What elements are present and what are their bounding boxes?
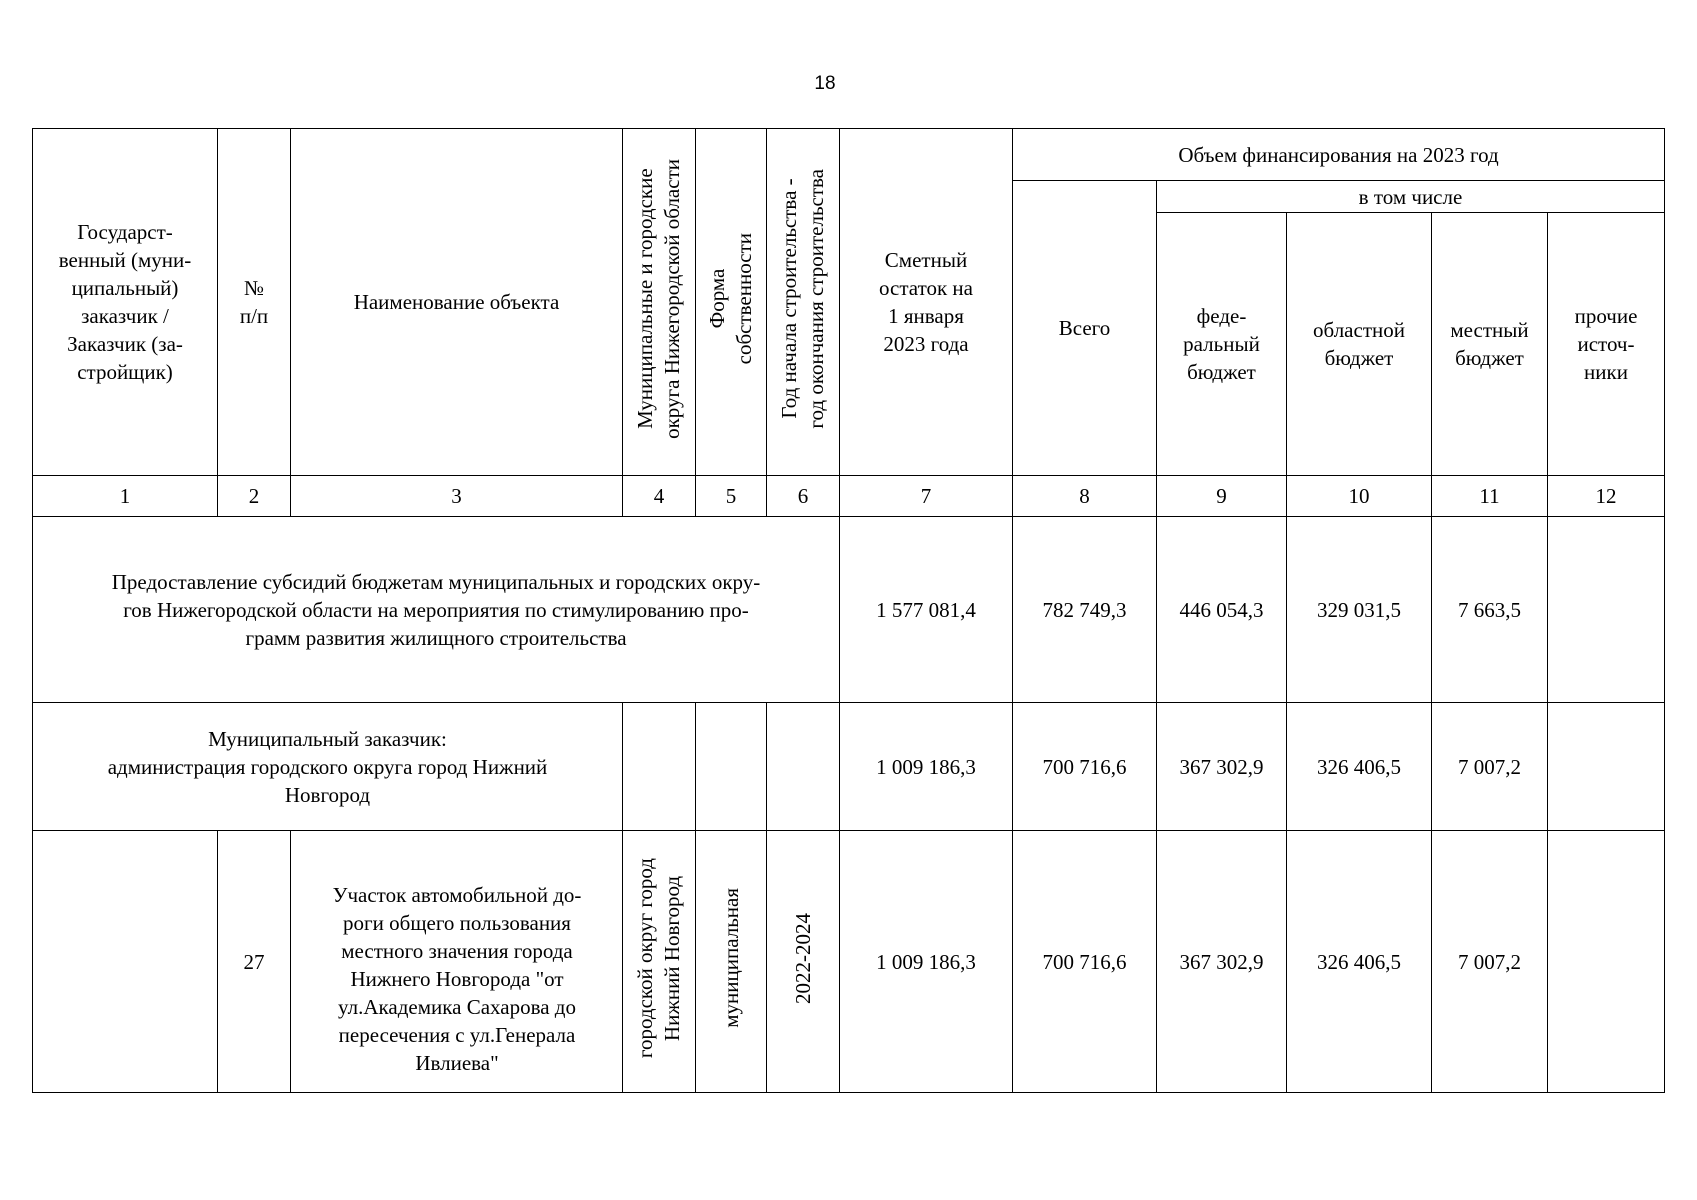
column-number-row bbox=[33, 476, 1665, 517]
object-row bbox=[33, 831, 1665, 1093]
header-years: Год начала строительства - год окончания строительства bbox=[777, 168, 828, 429]
summary-description: Предоставление субсидий бюджетам муниципальных и городских окру- гов Нижегородской области на мероприятия по стимулированию про- грамм развития жилищного строительства bbox=[33, 517, 840, 703]
summary-local: 7 663,5 bbox=[1432, 517, 1548, 703]
object-district: городской округ город Нижний Новгород bbox=[633, 857, 684, 1059]
object-district-cell bbox=[623, 831, 696, 1093]
summary-regional: 329 031,5 bbox=[1287, 517, 1432, 703]
summary-total: 782 749,3 bbox=[1013, 517, 1157, 703]
header-number: № п/п bbox=[218, 129, 291, 476]
object-ownership: муниципальная bbox=[718, 888, 743, 1028]
column-number: 12 bbox=[1548, 476, 1665, 517]
object-years-cell bbox=[767, 831, 840, 1093]
object-regional: 326 406,5 bbox=[1287, 831, 1432, 1093]
customer-district bbox=[623, 703, 696, 831]
object-name: Участок автомобильной до- роги общего пользования местного значения города Нижнего Новгорода "от ул.Академика Сахарова до пересечения с ул.Генерала Ивлиева" bbox=[291, 831, 623, 1093]
customer-regional: 326 406,5 bbox=[1287, 703, 1432, 831]
header-federal: феде- ральный бюджет bbox=[1157, 213, 1287, 476]
header-total: Всего bbox=[1013, 181, 1157, 476]
object-other bbox=[1548, 831, 1665, 1093]
header-customer: Государст- венный (муни- ципальный) заказчик / Заказчик (за- стройщик) bbox=[33, 129, 218, 476]
object-federal: 367 302,9 bbox=[1157, 831, 1287, 1093]
header-other: прочие источ- ники bbox=[1548, 213, 1665, 476]
column-number: 4 bbox=[623, 476, 696, 517]
customer-federal: 367 302,9 bbox=[1157, 703, 1287, 831]
column-number: 2 bbox=[218, 476, 291, 517]
customer-local: 7 007,2 bbox=[1432, 703, 1548, 831]
customer-description: Муниципальный заказчик: администрация городского округа город Нижний Новгород bbox=[33, 703, 623, 831]
header-funding-group: Объем финансирования на 2023 год bbox=[1013, 129, 1665, 181]
object-ownership-cell bbox=[696, 831, 767, 1093]
header-including: в том числе bbox=[1157, 181, 1665, 213]
object-years: 2022-2024 bbox=[790, 912, 815, 1004]
customer-estimated-balance: 1 009 186,3 bbox=[840, 703, 1013, 831]
column-number: 10 bbox=[1287, 476, 1432, 517]
summary-federal: 446 054,3 bbox=[1157, 517, 1287, 703]
customer-row bbox=[33, 703, 1665, 831]
column-number: 3 bbox=[291, 476, 623, 517]
header-regional: областной бюджет bbox=[1287, 213, 1432, 476]
object-local: 7 007,2 bbox=[1432, 831, 1548, 1093]
column-number: 9 bbox=[1157, 476, 1287, 517]
column-number: 5 bbox=[696, 476, 767, 517]
column-number: 6 bbox=[767, 476, 840, 517]
header-estimated-balance: Сметный остаток на 1 января 2023 года bbox=[840, 129, 1013, 476]
object-estimated-balance: 1 009 186,3 bbox=[840, 831, 1013, 1093]
object-total: 700 716,6 bbox=[1013, 831, 1157, 1093]
summary-row bbox=[33, 517, 1665, 703]
header-local: местный бюджет bbox=[1432, 213, 1548, 476]
header-object-name: Наименование объекта bbox=[291, 129, 623, 476]
column-number: 11 bbox=[1432, 476, 1548, 517]
customer-other bbox=[1548, 703, 1665, 831]
column-number: 7 bbox=[840, 476, 1013, 517]
page-number: 18 bbox=[814, 73, 836, 94]
header-ownership: Форма собственности bbox=[705, 232, 756, 365]
summary-estimated-balance: 1 577 081,4 bbox=[840, 517, 1013, 703]
column-number: 1 bbox=[33, 476, 218, 517]
customer-years bbox=[767, 703, 840, 831]
financing-table bbox=[32, 128, 1665, 1093]
header-ownership-cell bbox=[696, 129, 767, 476]
column-number: 8 bbox=[1013, 476, 1157, 517]
object-number: 27 bbox=[218, 831, 291, 1093]
header-district-cell bbox=[623, 129, 696, 476]
customer-total: 700 716,6 bbox=[1013, 703, 1157, 831]
summary-other bbox=[1548, 517, 1665, 703]
object-customer bbox=[33, 831, 218, 1093]
header-years-cell bbox=[767, 129, 840, 476]
header-district: Муниципальные и городские округа Нижегородской области bbox=[633, 158, 684, 439]
customer-ownership bbox=[696, 703, 767, 831]
